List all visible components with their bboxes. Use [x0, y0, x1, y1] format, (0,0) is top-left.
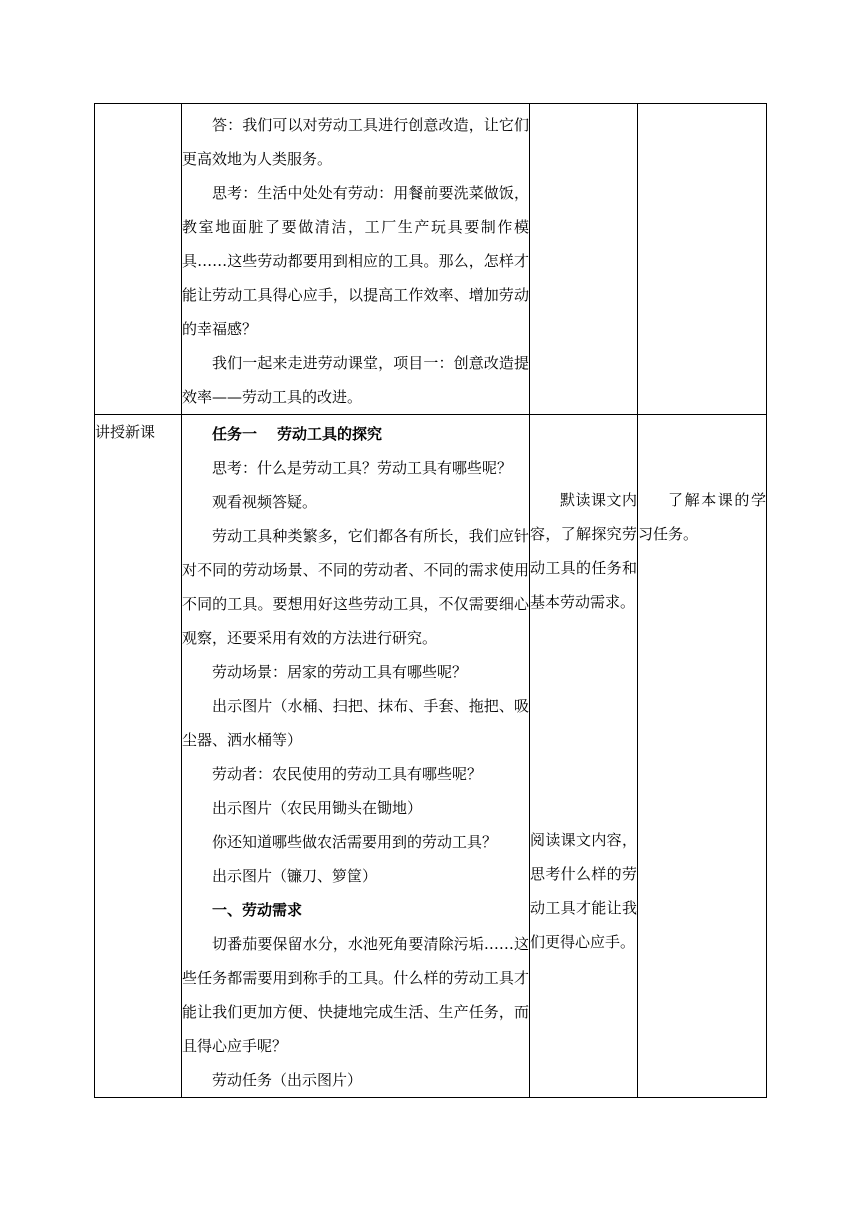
paragraph: 劳动工具种类繁多，它们都各有所长，我们应针对不同的劳动场景、不同的劳动者、不同的需求使用不同的工具。要想用好这些劳动工具，不仅需要细心观察，还要采用有效的方法进行研究。 [182, 527, 529, 647]
table-row [95, 104, 767, 415]
student-activity-1: 默读课文内容，了解探究劳动工具的任务和基本劳动需求。 [530, 491, 637, 611]
paragraph: 出示图片（水桶、扫把、抹布、手套、拖把、吸尘器、洒水桶等） [182, 697, 529, 749]
paragraph: 思考：生活中处处有劳动：用餐前要洗菜做饭，教室地面脏了要做清洁，工厂生产玩具要制作模具……这些劳动都要用到相应的工具。那么，怎样才能让劳动工具得心应手，以提高工作效率、增加劳动的幸福感？ [182, 184, 529, 338]
paragraph: 我们一起来走进劳动课堂，项目一：创意改造提效率——劳动工具的改进。 [182, 354, 529, 406]
paragraph: 观看视频答疑。 [212, 493, 318, 511]
purpose-cell [638, 104, 767, 415]
paragraph: 答：我们可以对劳动工具进行创意改造，让它们更高效地为人类服务。 [182, 116, 529, 168]
stage-cell: 讲授新课 [95, 415, 182, 1098]
task-name: 劳动工具的探究 [277, 425, 383, 443]
paragraph: 切番茄要保留水分，水池死角要清除污垢……这些任务都需要用到称手的工具。什么样的劳动工具才能让我们更加方便、快捷地完成生活、生产任务，而且得心应手呢？ [182, 935, 529, 1055]
student-activity-cell [530, 104, 638, 415]
task-title [182, 417, 529, 451]
stage-cell [95, 104, 182, 415]
table-row [95, 415, 767, 1098]
content-cell [182, 104, 530, 415]
lesson-plan-table [94, 103, 767, 1098]
purpose-cell [638, 415, 767, 1098]
paragraph: 劳动任务（出示图片） [212, 1071, 363, 1089]
purpose-text: 了解本课的学习任务。 [638, 491, 766, 543]
student-activity-cell [530, 415, 638, 1098]
task-number: 任务一 [212, 425, 258, 443]
paragraph: 思考：什么是劳动工具？劳动工具有哪些呢？ [212, 459, 513, 477]
content-cell [182, 415, 530, 1098]
student-activity-2: 阅读课文内容，思考什么样的劳动工具才能让我们更得心应手。 [530, 831, 637, 951]
section-heading: 一、劳动需求 [212, 901, 303, 919]
paragraph: 出示图片（农民用锄头在锄地） [212, 799, 423, 817]
paragraph: 劳动场景：居家的劳动工具有哪些呢？ [212, 663, 468, 681]
paragraph: 劳动者：农民使用的劳动工具有哪些呢？ [212, 765, 483, 783]
paragraph: 出示图片（镰刀、箩筐） [212, 867, 378, 885]
paragraph: 你还知道哪些做农活需要用到的劳动工具？ [212, 833, 498, 851]
